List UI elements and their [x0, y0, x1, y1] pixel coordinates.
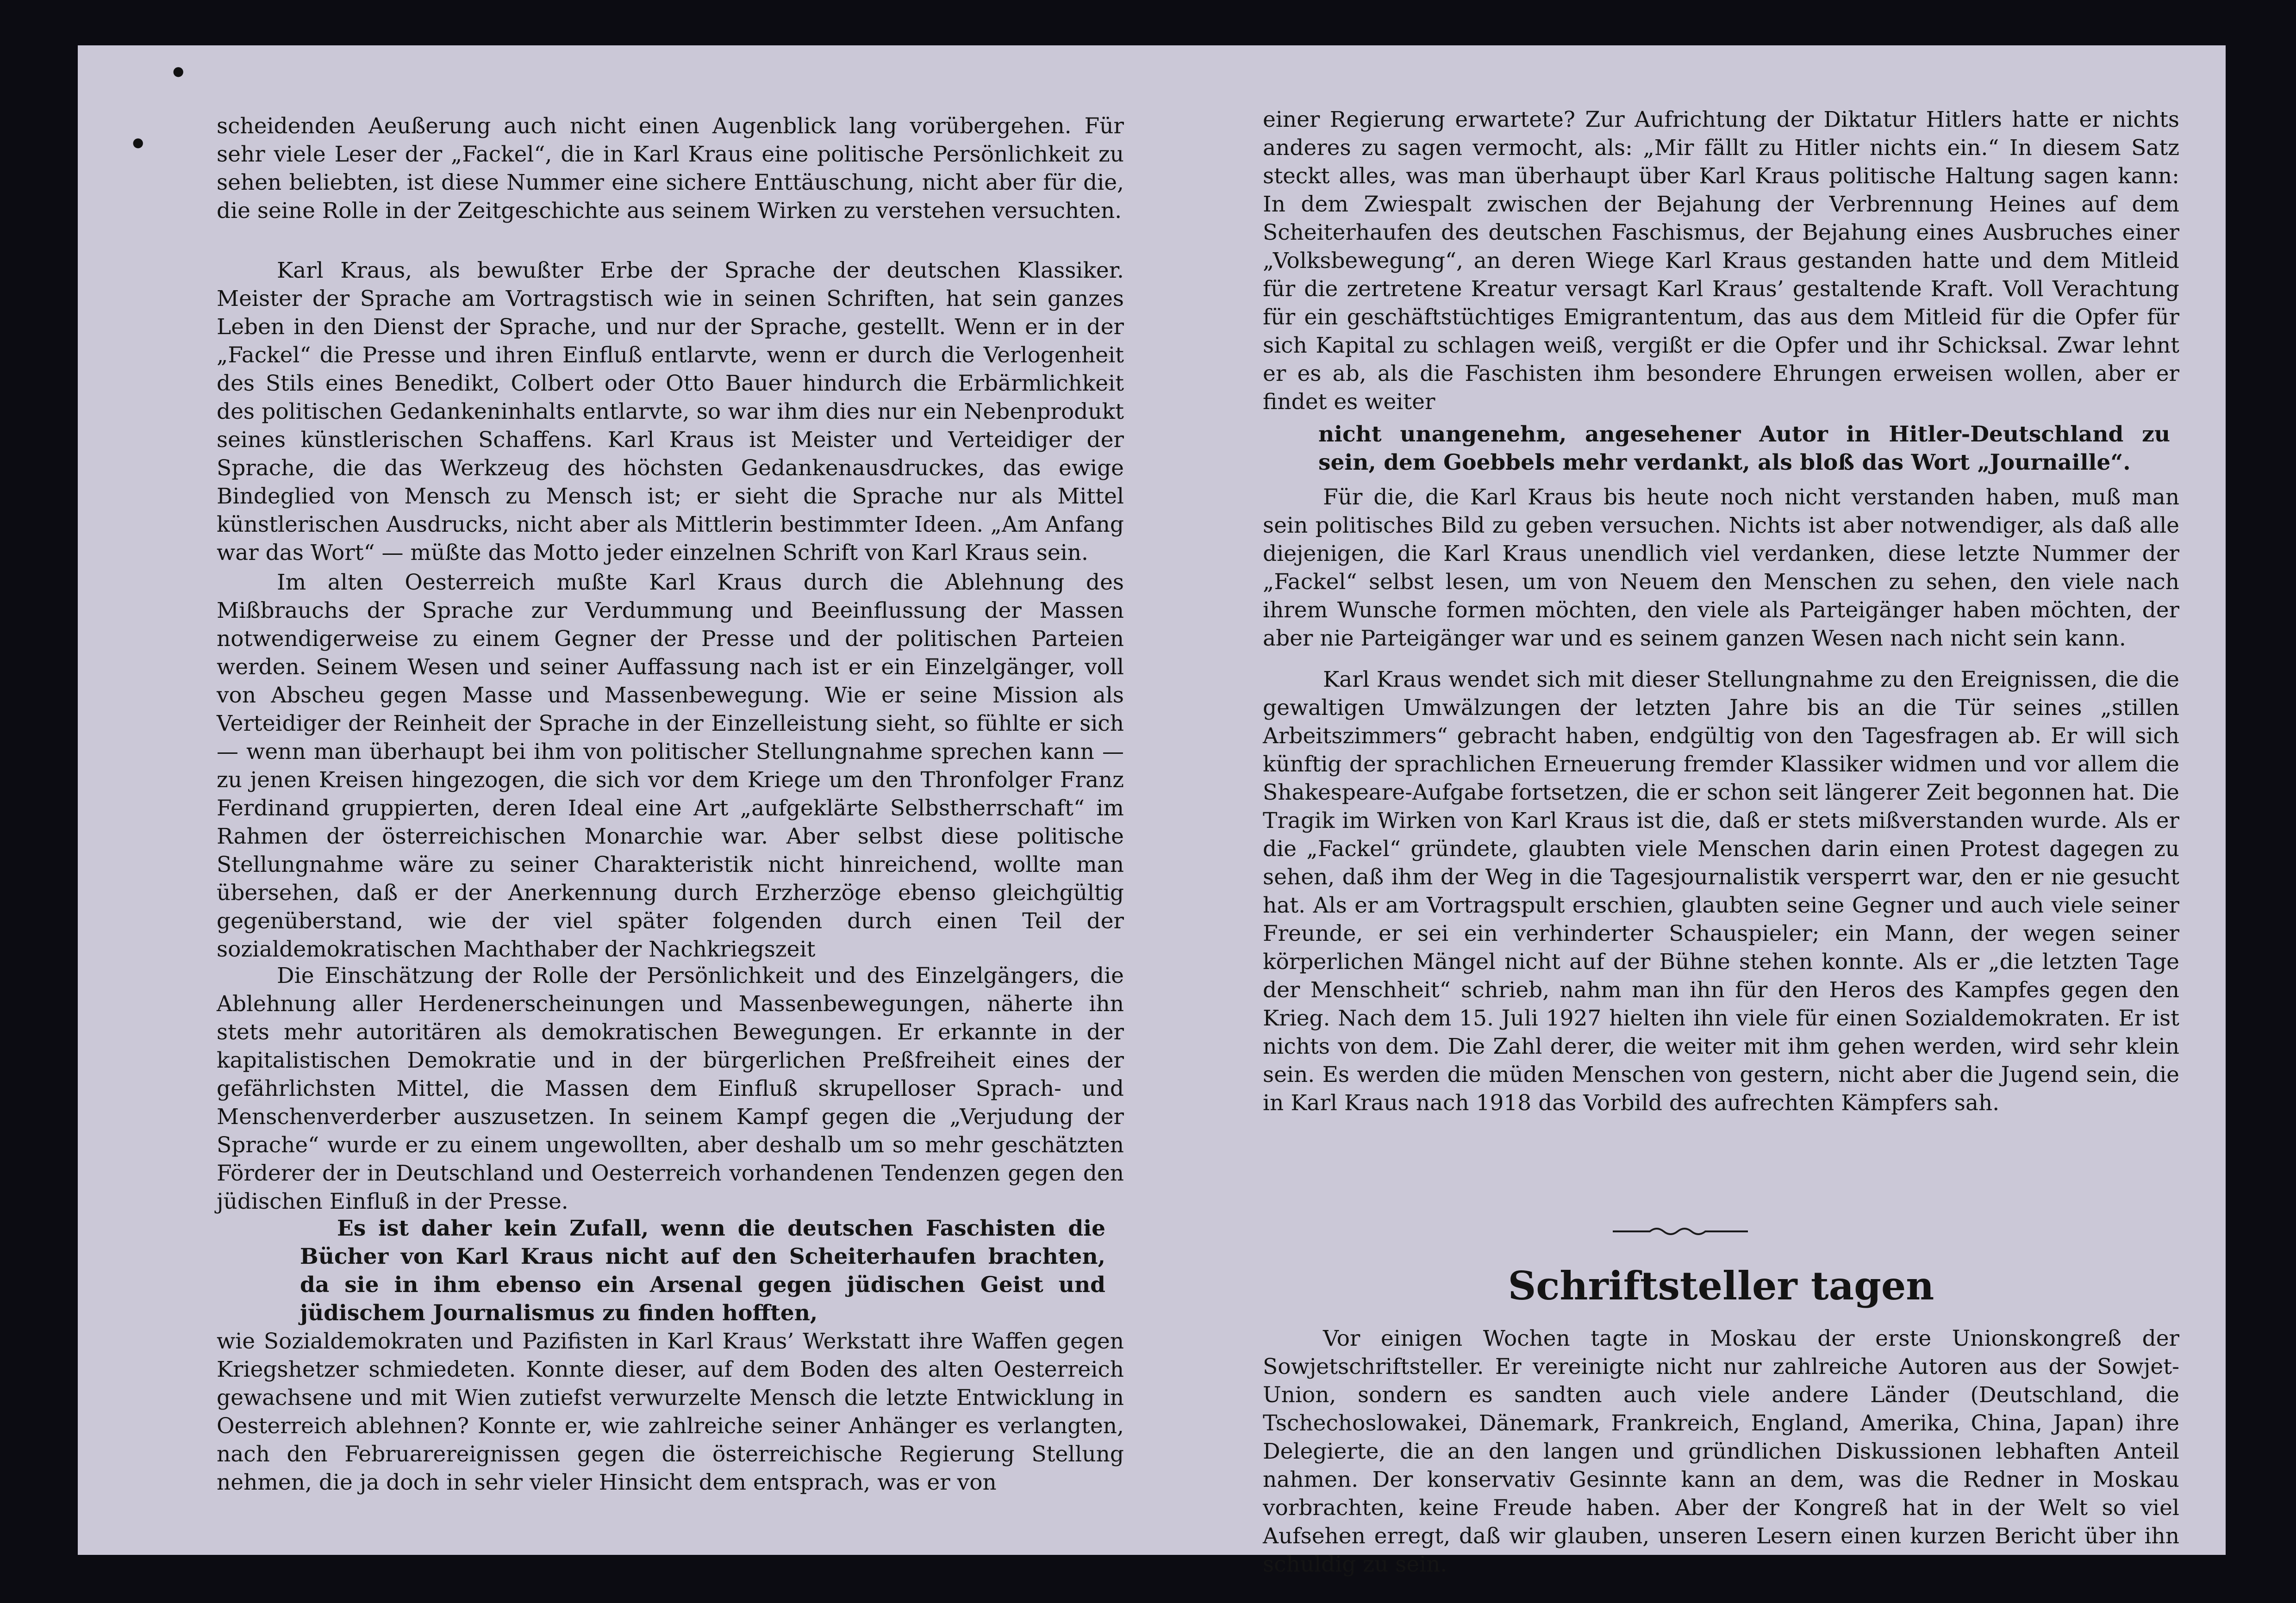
left-paragraph-3: Im alten Oesterreich mußte Karl Kraus durch die Ablehnung des Mißbrauchs der Sprache zur Verdummung und Beeinflussung der Massen notwendigerweise zu einem Gegner der Presse und der politischen Parteien werden. Seinem Wesen und seiner Auffassung nach ist er ein Einzelgänger, voll von Abscheu gegen Masse und Massenbewegung. Wie er seine Mission als Verteidiger der Reinheit der Sprache in der Einzelleistung sieht, so fühlte er sich — wenn man überhaupt bei ihm von politischer Stellungnahme sprechen kann — zu jenen Kreisen hingezogen, die sich vor dem Kriege um den Thronfolger Franz Ferdinand gruppierten, deren Ideal eine Art „aufgeklärte Selbstherrschaft“ im Rahmen der österreichischen Monarchie war. Aber selbst diese politische Stellungnahme wäre zu seiner Charakteristik nicht hinreichend, wollte man übersehen, daß er der Anerkennung durch Erzherzöge ebenso gleichgültig gegenüberstand, wie der viel später folgenden durch einen Teil der sozialdemokratischen Machthaber der Nachkriegszeit [217, 570, 1124, 962]
right-paragraph-5: Vor einigen Wochen tagte in Moskau der erste Unionskongreß der Sowjetschriftsteller. Er vereinigte nicht nur zahlreiche Autoren aus der Sowjet-Union, sondern es sandten auch viele andere Länder (Deutschland, die Tschechoslowakei, Dänemark, Frankreich, England, Amerika, China, Japan) ihre Delegierte, die an den langen und gründlichen Diskussionen lebhaften Anteil nahmen. Der konservativ Gesinnte kann an dem, was die Redner in Moskau vorbrachten, keine Freude haben. Aber der Kongreß hat in der Welt so viel Aufsehen erregt, daß wir glauben, unseren Lesern einen kurzen Bericht über ihn schuldig zu sein. [1263, 1326, 2179, 1577]
punch-mark-top: ● [173, 63, 184, 79]
left-bold-passage: Es ist daher kein Zufall, wenn die deutschen Faschisten die Bücher von Karl Kraus nicht auf den Scheiterhaufen brachten, da sie in ihm ebenso ein Arsenal gegen jüdischen Geist und jüdischem Journalismus zu finden hofften, [300, 1216, 1105, 1326]
article-heading: Schriftsteller tagen [1508, 1263, 1934, 1309]
left-paragraph-6: wie Sozialdemokraten und Pazifisten in Karl Kraus’ Werkstatt ihre Waffen gegen Kriegshetzer schmiedeten. Konnte dieser, auf dem Boden des alten Oesterreich gewachsene und mit Wien zutiefst verwurzelte Mensch die letzte Entwicklung in Oesterreich ablehnen? Konnte er, wie zahlreiche seiner Anhänger es verlangten, nach den Februarereignissen gegen die österreichische Regierung Stellung nehmen, die ja doch in sehr vieler Hinsicht dem entsprach, was er von [217, 1329, 1124, 1495]
left-paragraph-4: Die Einschätzung der Rolle der Persönlichkeit und des Einzelgängers, die Ablehnung aller Herdenerscheinungen und Massenbewegungen, näherte ihn stets mehr autoritären als demokratischen Bewegungen. Er erkannte in der kapitalistischen Demokratie und in der bürgerlichen Preßfreiheit eines der gefährlichsten Mittel, die Massen dem Einfluß skrupelloser Sprach- und Menschenverderber auszusetzen. In seinem Kampf gegen die „Verjudung der Sprache“ wurde er zu einem ungewollten, aber deshalb um so mehr geschätzten Förderer der in Deutschland und Oesterreich vorhandenen Tendenzen gegen den jüdischen Einfluß in der Presse. [217, 963, 1124, 1214]
right-paragraph-1: einer Regierung erwartete? Zur Aufrichtung der Diktatur Hitlers hatte er nichts anderes zu sagen vermocht, als: „Mir fällt zu Hitler nichts ein.“ In diesem Satz steckt alles, was man überhaupt über Karl Kraus politische Haltung sagen kann: In dem Zwiespalt zwischen der Bejahung der Verbrennung Heines auf dem Scheiterhaufen des deutschen Faschismus, der Bejahung eines Ausbruches einer „Volksbewegung“, an deren Wiege Karl Kraus gestanden hatte und dem Mitleid für die zertretene Kreatur versagt Karl Kraus’ gestaltende Kraft. Voll Verachtung für ein geschäftstüchtiges Emigrantentum, das aus dem Mitleid für die Opfer für sich Kapital zu schlagen weiß, vergißt er die Opfer und ihr Schicksal. Zwar lehnt er es ab, als die Faschisten ihm besondere Ehrungen erweisen wollen, aber er findet es weiter [1263, 107, 2179, 415]
right-paragraph-3: Für die, die Karl Kraus bis heute noch nicht verstanden haben, muß man sein politisches Bild zu geben versuchen. Nichts ist aber notwendiger, als daß alle diejenigen, die Karl Kraus unendlich viel verdanken, diese letzte Nummer der „Fackel“ selbst lesen, um von Neuem den Menschen zu sehen, den viele nach ihrem Wunsche formen möchten, den viele als Parteigänger haben möchten, der aber nie Parteigänger war und es seinem ganzen Wesen nach nicht sein kann. [1263, 485, 2179, 651]
right-bold-passage: nicht unangenehm, angesehener Autor in Hitler-Deutschland zu sein, dem Goebbels mehr verdankt, als bloß das Wort „Journaille“. [1318, 422, 2170, 475]
left-paragraph-1: scheidenden Aeußerung auch nicht einen Augenblick lang vorübergehen. Für sehr viele Leser der „Fackel“, die in Karl Kraus eine politische Persönlichkeit zu sehen beliebten, ist diese Nummer eine sichere Enttäuschung, nicht aber für die, die seine Rolle in der Zeitgeschichte aus seinem Wirken zu verstehen versuchten. [217, 113, 1124, 224]
right-paragraph-4: Karl Kraus wendet sich mit dieser Stellungnahme zu den Ereignissen, die die gewaltigen Umwälzungen der letzten Jahre bis an die Tür seines „stillen Arbeitszimmers“ gebracht haben, endgültig von den Tagesfragen ab. Er will sich künftig der sprachlichen Erneuerung fremder Klassiker widmen und vor allem die Shakespeare-Aufgabe fortsetzen, die er schon seit längerer Zeit begonnen hat. Die Tragik im Wirken von Karl Kraus ist die, daß er stets mißverstanden wurde. Als er die „Fackel“ gründete, glaubten viele Menschen darin einen Protest dagegen zu sehen, daß ihm der Weg in die Tagesjournalistik versperrt war, den er nie gesucht hat. Als er am Vortragspult erschien, glaubten seine Gegner und auch viele seiner Freunde, er sei ein verhinderter Schauspieler; ein Mann, der wegen seiner körperlichen Mängel nicht auf der Bühne stehen konnte. Als er „die letzten Tage der Menschheit“ schrieb, nahm man ihn für den Heros des Kampfes gegen den Krieg. Nach dem 15. Juli 1927 hielten ihn viele für einen Sozialdemokraten. Er ist nichts von dem. Die Zahl derer, die weiter mit ihm gehen werden, wird sehr klein sein. Es werden die müden Menschen von gestern, nicht aber die Jugend sein, die in Karl Kraus nach 1918 das Vorbild des aufrechten Kämpfers sah. [1263, 667, 2179, 1116]
section-divider [1613, 1222, 1748, 1241]
newspaper-page [78, 45, 2226, 1577]
left-paragraph-2: Karl Kraus, als bewußter Erbe der Sprache der deutschen Klassiker. Meister der Sprache am Vortragstisch wie in seinen Schriften, hat sein ganzes Leben in den Dienst der Sprache, und nur der Sprache, gestellt. Wenn er in der „Fackel“ die Presse und ihren Einfluß entlarvte, wenn er durch die Verlogenheit des Stils eines Benedikt, Colbert oder Otto Bauer hindurch die Erbärmlichkeit des politischen Gedankeninhalts entlarvte, so war ihm dies nur ein Nebenprodukt seines künstlerischen Schaffens. Karl Kraus ist Meister und Verteidiger der Sprache, die das Werkzeug des höchsten Gedankenausdruckes, das ewige Bindeglied von Mensch zu Mensch ist; er sieht die Sprache nur als Mittel künstlerischen Ausdrucks, nicht aber als Mittlerin bestimmter Ideen. „Am Anfang war das Wort“ — müßte das Motto jeder einzelnen Schrift von Karl Kraus sein. [217, 258, 1124, 565]
punch-mark-left: ● [132, 135, 144, 150]
